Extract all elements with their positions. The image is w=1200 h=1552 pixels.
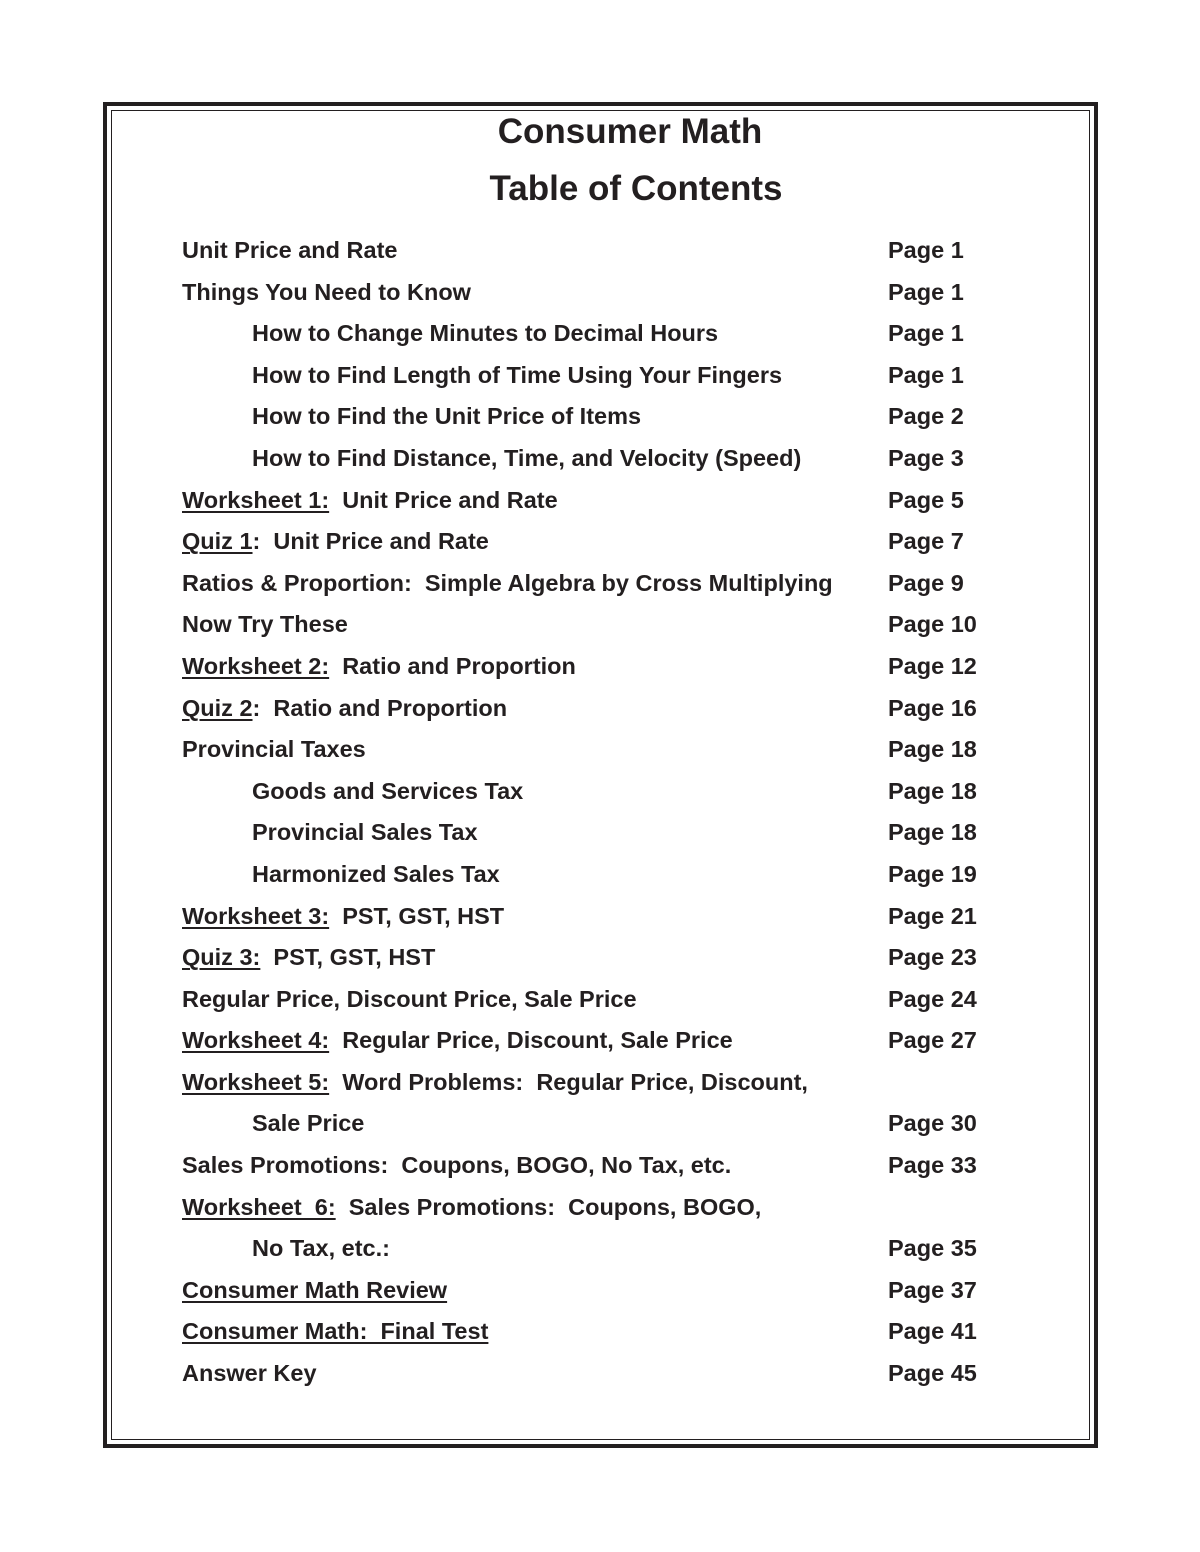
toc-row[interactable] bbox=[0, 1187, 1200, 1229]
toc-entry-prefix: Worksheet 5: bbox=[182, 1068, 330, 1095]
toc-entry-label: Provincial Sales Tax bbox=[252, 819, 478, 846]
toc-page-number: Page 2 bbox=[888, 403, 964, 430]
toc-row-subsection[interactable] bbox=[0, 854, 1200, 896]
toc-entry-prefix: Worksheet 2: bbox=[182, 652, 330, 679]
toc-entry bbox=[182, 1187, 761, 1229]
toc-entry-label: Consumer Math Review bbox=[182, 1276, 448, 1303]
toc-entry-label: How to Find Distance, Time, and Velocity (Speed) bbox=[252, 444, 802, 471]
toc-row[interactable] bbox=[0, 937, 1200, 979]
toc-entry-label: Unit Price and Rate bbox=[342, 486, 558, 513]
toc-entry-separator: : bbox=[252, 528, 261, 555]
toc-entry-label: Goods and Services Tax bbox=[252, 777, 524, 804]
toc-row[interactable] bbox=[0, 1062, 1200, 1104]
toc-page-number: Page 37 bbox=[888, 1276, 977, 1303]
toc-entry bbox=[182, 937, 435, 979]
toc-page-number: Page 3 bbox=[888, 444, 964, 471]
toc-entry-label: No Tax, etc.: bbox=[252, 1235, 390, 1262]
toc-page-number: Page 1 bbox=[888, 278, 964, 305]
toc-row-subsection[interactable] bbox=[0, 313, 1200, 355]
toc-page-number: Page 45 bbox=[888, 1360, 977, 1387]
toc-row-continuation[interactable] bbox=[0, 1228, 1200, 1270]
toc-row[interactable] bbox=[0, 729, 1200, 771]
toc-entry-label: Now Try These bbox=[182, 611, 348, 638]
toc-entry-separator: : bbox=[252, 694, 261, 721]
toc-entry-label: Answer Key bbox=[182, 1360, 317, 1387]
toc-entry-label: Regular Price, Discount Price, Sale Price bbox=[182, 985, 637, 1012]
toc-row[interactable] bbox=[0, 230, 1200, 272]
toc-row-subsection[interactable] bbox=[0, 771, 1200, 813]
table-of-contents bbox=[0, 230, 1200, 1395]
toc-entry-label: Word Problems: Regular Price, Discount, bbox=[342, 1068, 808, 1095]
toc-entry bbox=[182, 1062, 808, 1104]
toc-page-number: Page 12 bbox=[888, 652, 977, 679]
toc-entry-prefix: Quiz 3: bbox=[182, 944, 261, 971]
toc-row[interactable] bbox=[0, 480, 1200, 522]
toc-entry-label: Sales Promotions: Coupons, BOGO, bbox=[348, 1193, 762, 1220]
toc-entry-label: How to Find the Unit Price of Items bbox=[252, 403, 642, 430]
toc-entry-label: How to Find Length of Time Using Your Fingers bbox=[252, 361, 783, 388]
toc-entry bbox=[182, 1020, 733, 1062]
toc-entry-prefix: Worksheet 3: bbox=[182, 902, 330, 929]
toc-page-number: Page 23 bbox=[888, 944, 977, 971]
toc-row[interactable] bbox=[0, 521, 1200, 563]
toc-entry-prefix: Worksheet 1: bbox=[182, 486, 330, 513]
toc-row-subsection[interactable] bbox=[0, 438, 1200, 480]
toc-entry bbox=[182, 646, 576, 688]
toc-entry-label: Things You Need to Know bbox=[182, 278, 471, 305]
toc-row[interactable] bbox=[0, 688, 1200, 730]
toc-page-number: Page 24 bbox=[888, 985, 977, 1012]
toc-entry-label: Unit Price and Rate bbox=[182, 237, 398, 263]
toc-entry-label: PST, GST, HST bbox=[273, 944, 436, 971]
toc-row[interactable] bbox=[0, 646, 1200, 688]
toc-entry-label: Regular Price, Discount, Sale Price bbox=[342, 1027, 733, 1054]
toc-entry-label: PST, GST, HST bbox=[342, 902, 505, 929]
toc-entry-label: Harmonized Sales Tax bbox=[252, 860, 500, 887]
toc-page-number: Page 41 bbox=[888, 1318, 977, 1345]
toc-entry-label: Ratio and Proportion bbox=[342, 652, 576, 679]
toc-row[interactable] bbox=[0, 1145, 1200, 1187]
toc-entry-prefix: Quiz 2 bbox=[182, 694, 253, 721]
toc-entry-prefix: Quiz 1 bbox=[182, 528, 253, 555]
toc-page-number: Page 9 bbox=[888, 569, 964, 596]
toc-page-number: Page 27 bbox=[888, 1027, 977, 1054]
toc-page-number: Page 30 bbox=[888, 1110, 977, 1137]
document-subtitle: Table of Contents bbox=[489, 169, 783, 208]
toc-row[interactable] bbox=[0, 896, 1200, 938]
toc-entry bbox=[182, 688, 507, 730]
document-title: Consumer Math bbox=[497, 112, 763, 151]
toc-page-number: Page 1 bbox=[888, 237, 964, 263]
toc-row[interactable] bbox=[0, 1311, 1200, 1353]
toc-entry-label: Unit Price and Rate bbox=[273, 528, 489, 555]
toc-entry-label: Sales Promotions: Coupons, BOGO, No Tax, etc. bbox=[182, 1152, 732, 1179]
toc-page-number: Page 16 bbox=[888, 694, 977, 721]
toc-page-number: Page 5 bbox=[888, 486, 964, 513]
toc-entry-label: How to Change Minutes to Decimal Hours bbox=[252, 320, 719, 347]
toc-entry bbox=[182, 896, 504, 938]
toc-row[interactable] bbox=[0, 272, 1200, 314]
toc-row-subsection[interactable] bbox=[0, 396, 1200, 438]
toc-entry-label: Ratios & Proportion: Simple Algebra by Cross Multiplying bbox=[182, 569, 833, 596]
toc-page-number: Page 19 bbox=[888, 860, 977, 887]
toc-page-number: Page 1 bbox=[888, 361, 964, 388]
toc-page-number: Page 18 bbox=[888, 819, 977, 846]
toc-row-subsection[interactable] bbox=[0, 812, 1200, 854]
toc-page-number: Page 18 bbox=[888, 777, 977, 804]
toc-entry bbox=[182, 521, 489, 563]
toc-entry-label: Consumer Math: Final Test bbox=[182, 1318, 489, 1345]
toc-page-number: Page 35 bbox=[888, 1235, 977, 1262]
toc-entry-prefix: Worksheet 4: bbox=[182, 1027, 330, 1054]
toc-row[interactable] bbox=[0, 1270, 1200, 1312]
toc-page-number: Page 10 bbox=[888, 611, 977, 638]
toc-page-number: Page 1 bbox=[888, 320, 964, 347]
toc-row-continuation[interactable] bbox=[0, 1103, 1200, 1145]
toc-page-number: Page 18 bbox=[888, 736, 977, 763]
toc-entry-label: Sale Price bbox=[252, 1110, 365, 1137]
toc-row[interactable] bbox=[0, 1020, 1200, 1062]
toc-page-number: Page 7 bbox=[888, 528, 964, 555]
toc-row[interactable] bbox=[0, 979, 1200, 1021]
toc-entry bbox=[182, 480, 558, 522]
toc-entry-label: Ratio and Proportion bbox=[273, 694, 508, 721]
toc-row[interactable] bbox=[0, 563, 1200, 605]
toc-entry-label: Provincial Taxes bbox=[182, 736, 366, 763]
toc-row[interactable] bbox=[0, 604, 1200, 646]
toc-page-number: Page 21 bbox=[888, 902, 977, 929]
toc-entry-prefix: Worksheet 6: bbox=[182, 1193, 336, 1220]
toc-row[interactable] bbox=[0, 1353, 1200, 1395]
toc-row-subsection[interactable] bbox=[0, 355, 1200, 397]
toc-page-number: Page 33 bbox=[888, 1152, 977, 1179]
